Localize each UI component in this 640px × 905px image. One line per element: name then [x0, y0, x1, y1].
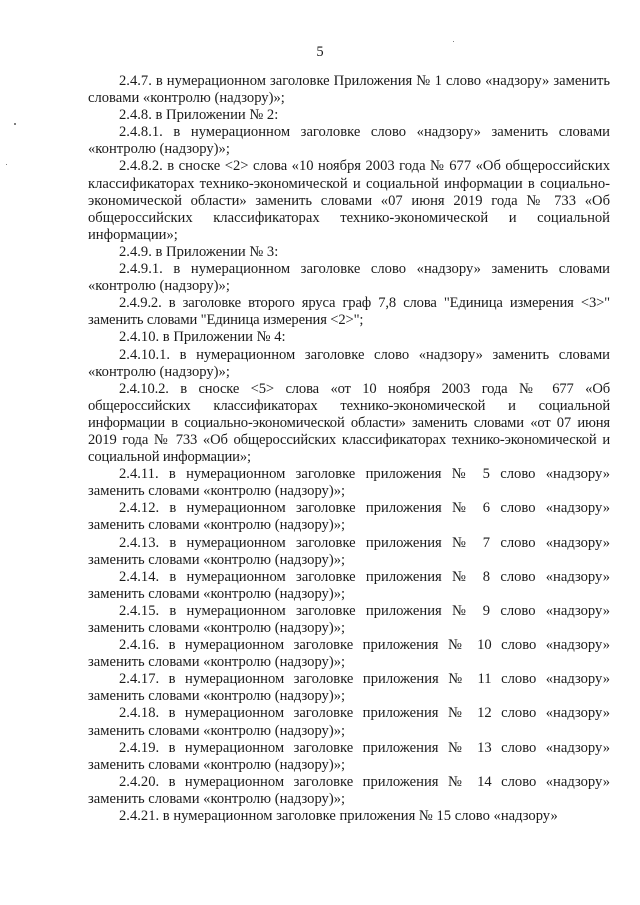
- paragraph-2-4-8: 2.4.8. в Приложении № 2:: [119, 107, 279, 124]
- paragraph-2-4-10-2: 2.4.10.2. в сноске <5> слова «от 10 ноября 2003 года № 677 «Об общероссийских классификаторах технико-экономической и социальной информации в социально-экономической области» заменить словами «от 07 июня 2019 года № 733 «Об общероссийских классификаторах технико-экономической и социальной информации»;: [88, 380, 610, 466]
- paragraph-2-4-12: 2.4.12. в нумерационном заголовке приложения № 6 слово «надзору» заменить словами «контролю (надзору)»;: [88, 500, 610, 534]
- paragraph-2-4-10: 2.4.10. в Приложении № 4:: [119, 329, 286, 346]
- paragraph-2-4-21: 2.4.21. в нумерационном заголовке приложения № 15 слово «надзору»: [119, 808, 558, 825]
- scan-speck: [6, 164, 7, 165]
- paragraph-2-4-19: 2.4.19. в нумерационном заголовке приложения № 13 слово «надзору» заменить словами «контролю (надзору)»;: [88, 739, 610, 773]
- paragraph-2-4-7: 2.4.7. в нумерационном заголовке Приложения № 1 слово «надзору» заменить словами «контролю (надзору)»;: [88, 73, 610, 107]
- scan-speck: [453, 41, 454, 42]
- document-body: [88, 73, 610, 825]
- scan-speck: [14, 123, 16, 125]
- paragraph-2-4-16: 2.4.16. в нумерационном заголовке приложения № 10 слово «надзору» заменить словами «контролю (надзору)»;: [88, 637, 610, 671]
- paragraph-2-4-15: 2.4.15. в нумерационном заголовке приложения № 9 слово «надзору» заменить словами «контролю (надзору)»;: [88, 602, 610, 636]
- paragraph-2-4-9-1: 2.4.9.1. в нумерационном заголовке слово «надзору» заменить словами «контролю (надзору)»;: [88, 261, 610, 295]
- paragraph-2-4-17: 2.4.17. в нумерационном заголовке приложения № 11 слово «надзору» заменить словами «контролю (надзору)»;: [88, 671, 610, 705]
- paragraph-2-4-9-2: 2.4.9.2. в заголовке второго яруса граф 7,8 слова "Единица измерения <3>" заменить словами "Единица измерения <2>";: [88, 295, 610, 329]
- page-number: 5: [316, 44, 324, 60]
- paragraph-2-4-8-1: 2.4.8.1. в нумерационном заголовке слово «надзору» заменить словами «контролю (надзору)»;: [88, 124, 610, 158]
- paragraph-2-4-13: 2.4.13. в нумерационном заголовке приложения № 7 слово «надзору» заменить словами «контролю (надзору)»;: [88, 534, 610, 568]
- paragraph-2-4-10-1: 2.4.10.1. в нумерационном заголовке слово «надзору» заменить словами «контролю (надзору)»;: [88, 346, 610, 380]
- paragraph-2-4-11: 2.4.11. в нумерационном заголовке приложения № 5 слово «надзору» заменить словами «контролю (надзору)»;: [88, 466, 610, 500]
- paragraph-2-4-9: 2.4.9. в Приложении № 3:: [119, 243, 279, 260]
- paragraph-2-4-14: 2.4.14. в нумерационном заголовке приложения № 8 слово «надзору» заменить словами «контролю (надзору)»;: [88, 568, 610, 602]
- paragraph-2-4-20: 2.4.20. в нумерационном заголовке приложения № 14 слово «надзору» заменить словами «контролю (надзору)»;: [88, 773, 610, 807]
- paragraph-2-4-18: 2.4.18. в нумерационном заголовке приложения № 12 слово «надзору» заменить словами «контролю (надзору)»;: [88, 705, 610, 739]
- paragraph-2-4-8-2: 2.4.8.2. в сноске <2> слова «10 ноября 2003 года № 677 «Об общероссийских классификаторах технико-экономической и социальной информации в социально-экономической области» заменить словами «07 июня 2019 года № 733 «Об общероссийских классификаторах технико-экономической и социальной информации»;: [88, 158, 610, 243]
